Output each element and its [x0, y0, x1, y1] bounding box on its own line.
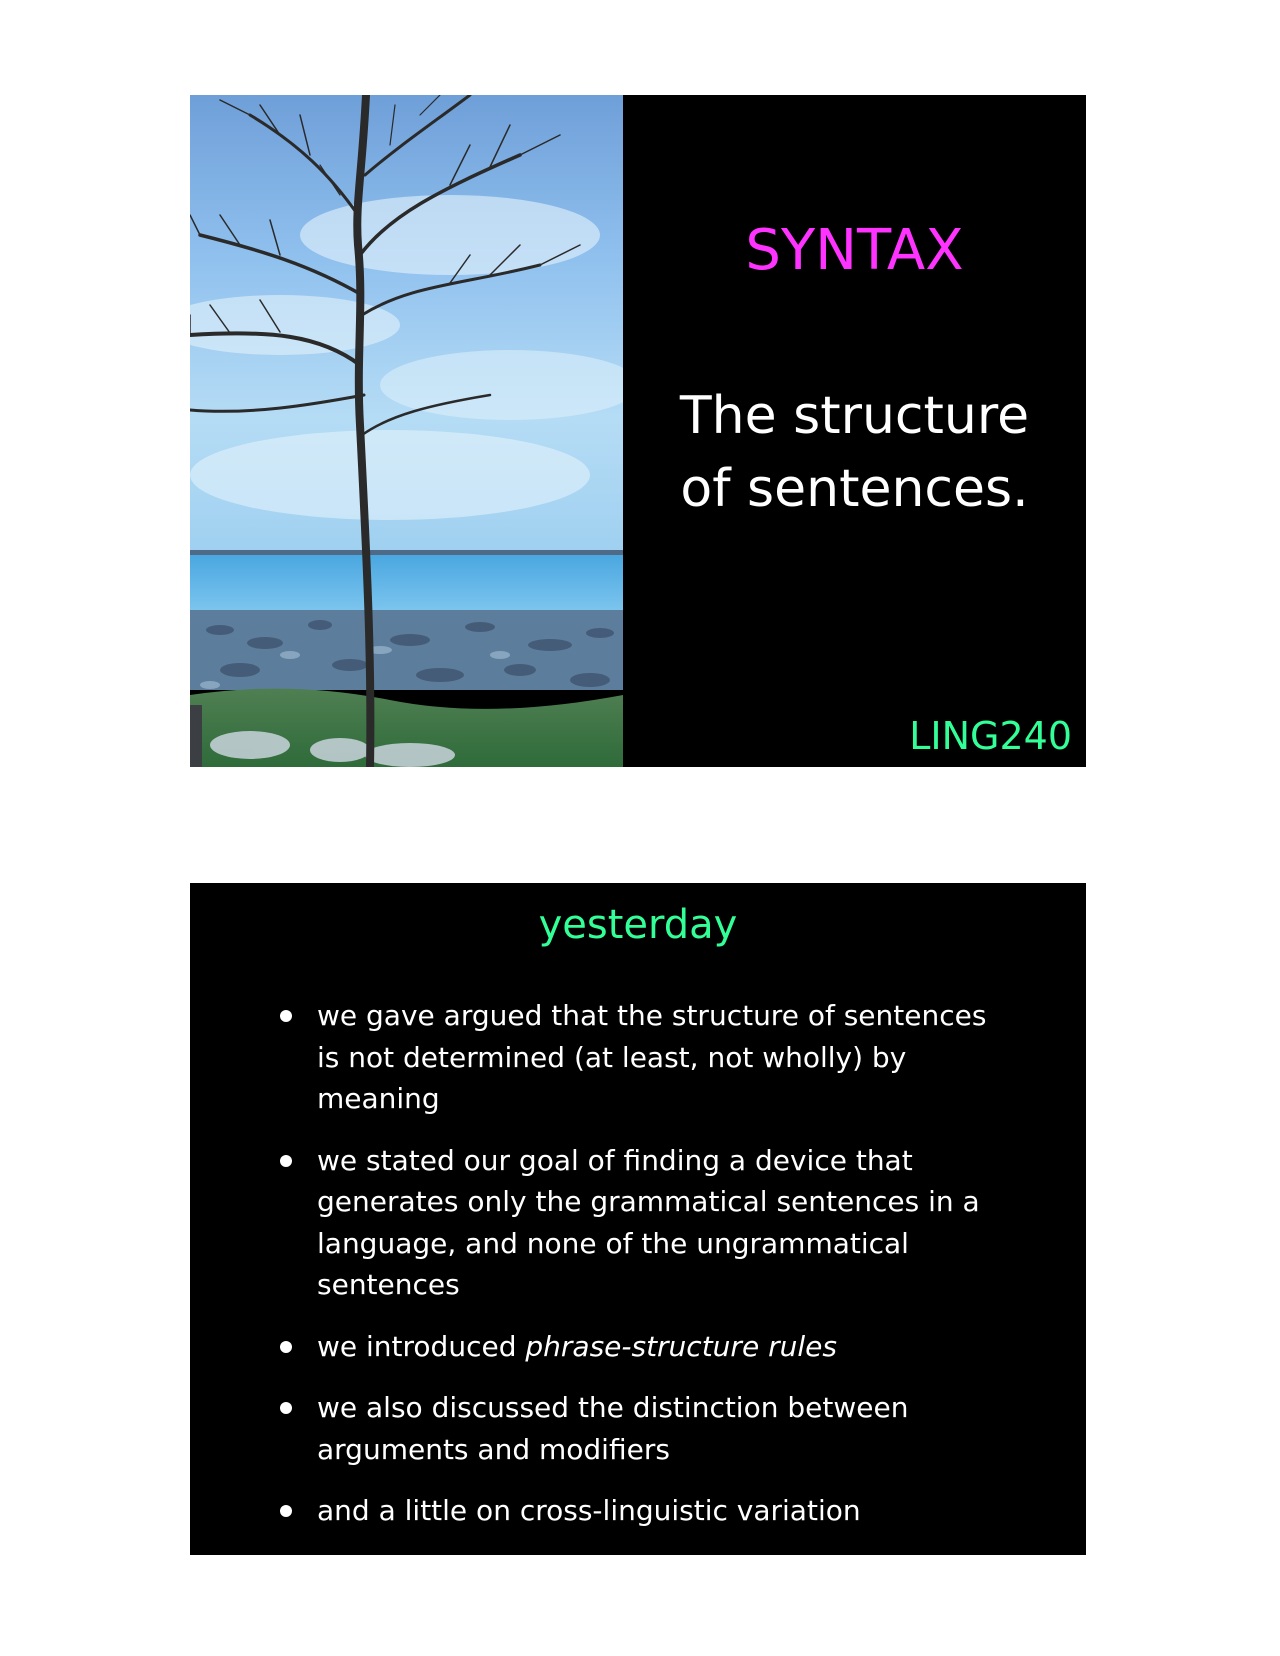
bullet-text: we also discussed the distinction between arguments and modifiers: [317, 1391, 909, 1466]
bullet-text: we stated our goal of finding a device that generates only the grammatical sentences in a language, and none of the ungrammatical sentences: [317, 1143, 980, 1301]
bullet-text: we gave argued that the structure of sentences is not determined (at least, not wholly) by meaning: [317, 999, 987, 1115]
bullet-item: [275, 1326, 1015, 1368]
course-code: LING240: [909, 714, 1072, 758]
bullet-item: [275, 995, 1015, 1120]
bullet-icon: [280, 1505, 292, 1517]
subtitle-line: The structure: [679, 386, 1030, 446]
bullet-icon: [280, 1341, 292, 1353]
bullet-icon: [280, 1010, 292, 1022]
bullet-icon: [280, 1155, 292, 1167]
bullet-list: [275, 995, 1015, 1552]
summary-slide: [190, 883, 1086, 1555]
title-slide: [190, 95, 1086, 767]
bullet-item: [275, 1387, 1015, 1470]
slide-subtitle: [623, 380, 1086, 526]
slide-title: SYNTAX: [745, 218, 964, 283]
bullet-item: [275, 1490, 1015, 1532]
subtitle-line: of sentences.: [680, 459, 1029, 519]
bullet-item: [275, 1140, 1015, 1306]
bullet-text: we introduced: [317, 1329, 526, 1363]
bullet-icon: [280, 1402, 292, 1414]
bullet-emphasis: phrase-structure rules: [525, 1329, 837, 1363]
tree-photo: [190, 95, 623, 767]
slide-heading: yesterday: [538, 902, 738, 948]
bullet-text: and a little on cross-linguistic variation: [317, 1494, 861, 1527]
